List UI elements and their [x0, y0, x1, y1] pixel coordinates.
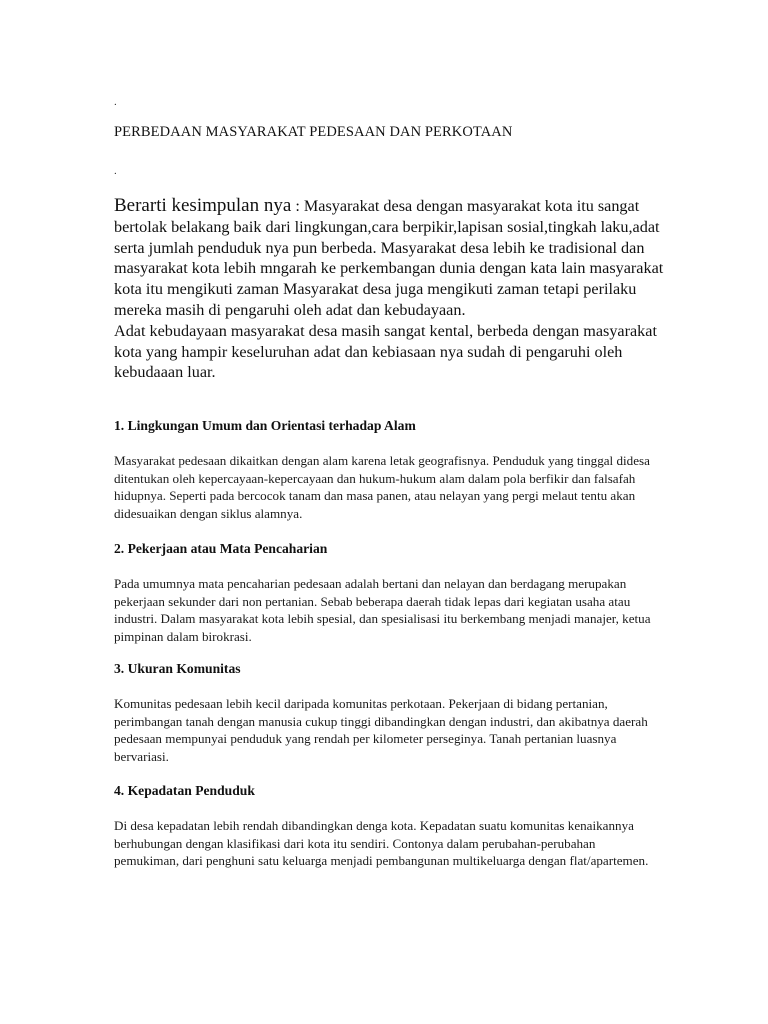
intro-paragraph: [114, 196, 674, 321]
document-title: PERBEDAAN MASYARAKAT PEDESAAN DAN PERKOTAAN: [114, 124, 513, 140]
section-ukuran-komunitas: [114, 660, 662, 765]
top-marker: .: [114, 96, 117, 108]
section-heading: 3. Ukuran Komunitas: [114, 661, 241, 676]
section-body: Masyarakat pedesaan dikaitkan dengan alam karena letak geografisnya. Penduduk yang tinggal didesa ditentukan oleh kepercayaan-kepercayaan dan hukum-hukum alam dalam pola berfikir dan falsafah hidupnya. Seperti pada bercocok tanam dan masa panen, atau nelayan yang pergi melaut tentu akan didesuaikan dengan siklus alamnya.: [114, 453, 650, 521]
mid-marker: .: [114, 165, 117, 177]
intro-block: [114, 196, 674, 383]
section-heading: 2. Pekerjaan atau Mata Pencaharian: [114, 541, 328, 556]
intro-paragraph-2: Adat kebudayaan masyarakat desa masih sangat kental, berbeda dengan masyarakat kota yang hampir keseluruhan adat dan kebiasaan nya sudah di pengaruhi oleh kebudaaan luar.: [114, 321, 657, 382]
section-body: Komunitas pedesaan lebih kecil daripada komunitas perkotaan. Pekerjaan di bidang pertanian, perimbangan tanah dengan manusia cukup tinggi dibandingkan dengan industri, dan akibatnya daerah pedesaan mempunyai penduduk yang rendah per kilometer perseginya. Tanah pertanian luasnya bervariasi.: [114, 696, 648, 764]
section-heading: 4. Kepadatan Penduduk: [114, 783, 255, 798]
section-heading: 1. Lingkungan Umum dan Orientasi terhadap Alam: [114, 418, 416, 433]
section-kepadatan-penduduk: [114, 782, 662, 870]
intro-lead: Berarti kesimpulan nya: [114, 195, 292, 216]
intro-text: : Masyarakat desa dengan masyarakat kota itu sangat bertolak belakang baik dari lingkungan,cara berpikir,lapisan sosial,tingkah laku,adat serta jumlah penduduk nya pun berbeda. Masyarakat desa lebih ke tradisional dan masyarakat kota lebih mngarah ke perkembangan dunia dengan kata lain masyarakat kota itu mengikuti zaman Masyarakat desa juga mengikuti zaman tetapi perilaku mereka masih di pengaruhi oleh adat dan kebudayaan.: [114, 197, 664, 319]
section-body: Pada umumnya mata pencaharian pedesaan adalah bertani dan nelayan dan berdagang merupakan pekerjaan sekunder dari non pertanian. Sebab beberapa daerah tidak lepas dari kegiatan usaha atau industri. Dalam masyarakat kota lebih spesial, dan spesialisasi itu berkembang menjadi manajer, ketua pimpinan dalam birokrasi.: [114, 576, 651, 644]
section-body: Di desa kepadatan lebih rendah dibandingkan denga kota. Kepadatan suatu komunitas kenaikannya berhubungan dengan klasifikasi dari kota itu sendiri. Contonya dalam perubahan-perubahan pemukiman, dari penghuni satu keluarga menjadi pembangunan multikeluarga dengan flat/apartemen.: [114, 818, 649, 869]
section-lingkungan: [114, 417, 662, 522]
section-pekerjaan: [114, 540, 662, 645]
